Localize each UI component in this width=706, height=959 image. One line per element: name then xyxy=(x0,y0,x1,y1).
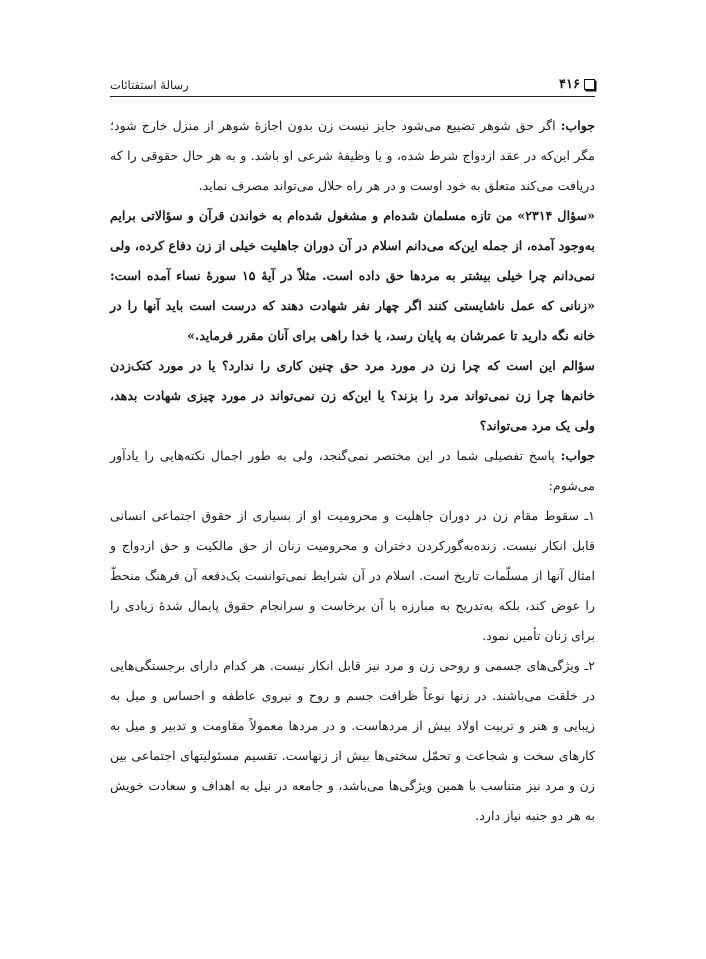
question-2314-paragraph-2 xyxy=(110,351,595,441)
page-header xyxy=(110,70,595,97)
answer-label: جواب: xyxy=(560,118,595,133)
answer-2314-point-2: ۲ـ ویژگی‌های جسمی و روحی زن و مرد نیز قابل انکار نیست. هر کدام دارای برجستگی‌هایی در خلقت می‌باشند. در زنها نوعاً ظرافت جسم و روح و نیروی عاطفه و احساس و میل به زیبایی و هنر و تربیت اولاد بیش از مردهاست. و در مردها معمولاً مقاومت و تدبیر و میل به کارهای سخت و شجاعت و تحمّل سختی‌ها بیش از زنهاست. تقسیم مسئولیتهای اجتماعی بین زن و مرد نیز متناسب با همین ویژگی‌ها می‌باشد، و جامعه در نیل به اهداف و سعادت خویش به هر دو جنبه نیاز دارد. xyxy=(110,658,595,823)
document-body xyxy=(110,111,595,831)
answer-label: جواب: xyxy=(560,448,595,463)
answer-2313-text: اگر حق شوهر تضییع می‌شود جایز نیست زن بدون اجازهٔ شوهر از منزل خارج شود؛ مگر این‌که در عقد ازدواج شرط شده، و یا وظیفهٔ شرعی او باشد. و به هر حال حقوقی را که دریافت می‌کند متعلق به خود اوست و در هر راه حلال می‌تواند مصرف نماید. xyxy=(110,118,595,193)
question-2314-paragraph xyxy=(110,201,595,351)
square-marker-icon xyxy=(584,79,595,90)
book-title: رسالهٔ استفتائات xyxy=(110,78,189,92)
answer-2314-intro-paragraph xyxy=(110,441,595,501)
page-number-text: ۴۱۶ xyxy=(559,77,580,92)
document-page xyxy=(110,70,595,831)
question-label: «سؤال ۲۳۱۴» xyxy=(517,208,596,223)
answer-2314-intro: پاسخ تفصیلی شما در این مختصر نمی‌گنجد، ولی به طور اجمال نکته‌هایی را یادآور می‌شوم: xyxy=(110,448,595,493)
page-number xyxy=(559,77,595,92)
question-2314-text-part1: من تازه مسلمان شده‌ام و مشغول شده‌ام به خواندن قرآن و سؤالاتی برایم به‌وجود آمده، از جمله این‌که می‌دانم اسلام در آن دوران جاهلیت خیلی از زن دفاع کرده، ولی نمی‌دانم چرا خیلی بیشتر به مردها حق داده است. مثلاً در آیهٔ ۱۵ سورهٔ نساء آمده است: «زنانی که عمل ناشایستی کنند اگر چهار نفر شهادت دهند که درست است باید آنها را در خانه نگه دارید تا عمرشان به پایان رسد، یا خدا راهی برای آنان مقرر فرماید.» xyxy=(110,208,595,343)
question-2314-text-part2: سؤالم این است که چرا زن در مورد مرد حق چنین کاری را ندارد؟ یا در مورد کتک‌زدن خانم‌ها چرا زن نمی‌تواند مرد را بزند؟ یا این‌که زن نمی‌تواند در مورد چیزی شهادت بدهد، ولی یک مرد می‌تواند؟ xyxy=(110,358,595,433)
answer-2314-point-1: ۱ـ سقوط مقام زن در دوران جاهلیت و محرومیت او از بسیاری از حقوق اجتماعی انسانی قابل انکار نیست. زنده‌به‌گورکردن دختران و محرومیت زنان از حق مالکیت و حق ازدواج و امثال آنها از مسلّمات تاریخ است. اسلام در آن شرایط نمی‌توانست یک‌دفعه آن فرهنگ منحطّ را عوض کند، بلکه به‌تدریج به مبارزه با آن برخاست و سرانجام حقوق پایمال شدهٔ زیادی را برای زنان تأمین نمود. xyxy=(110,508,595,643)
answer-2313-paragraph xyxy=(110,111,595,201)
